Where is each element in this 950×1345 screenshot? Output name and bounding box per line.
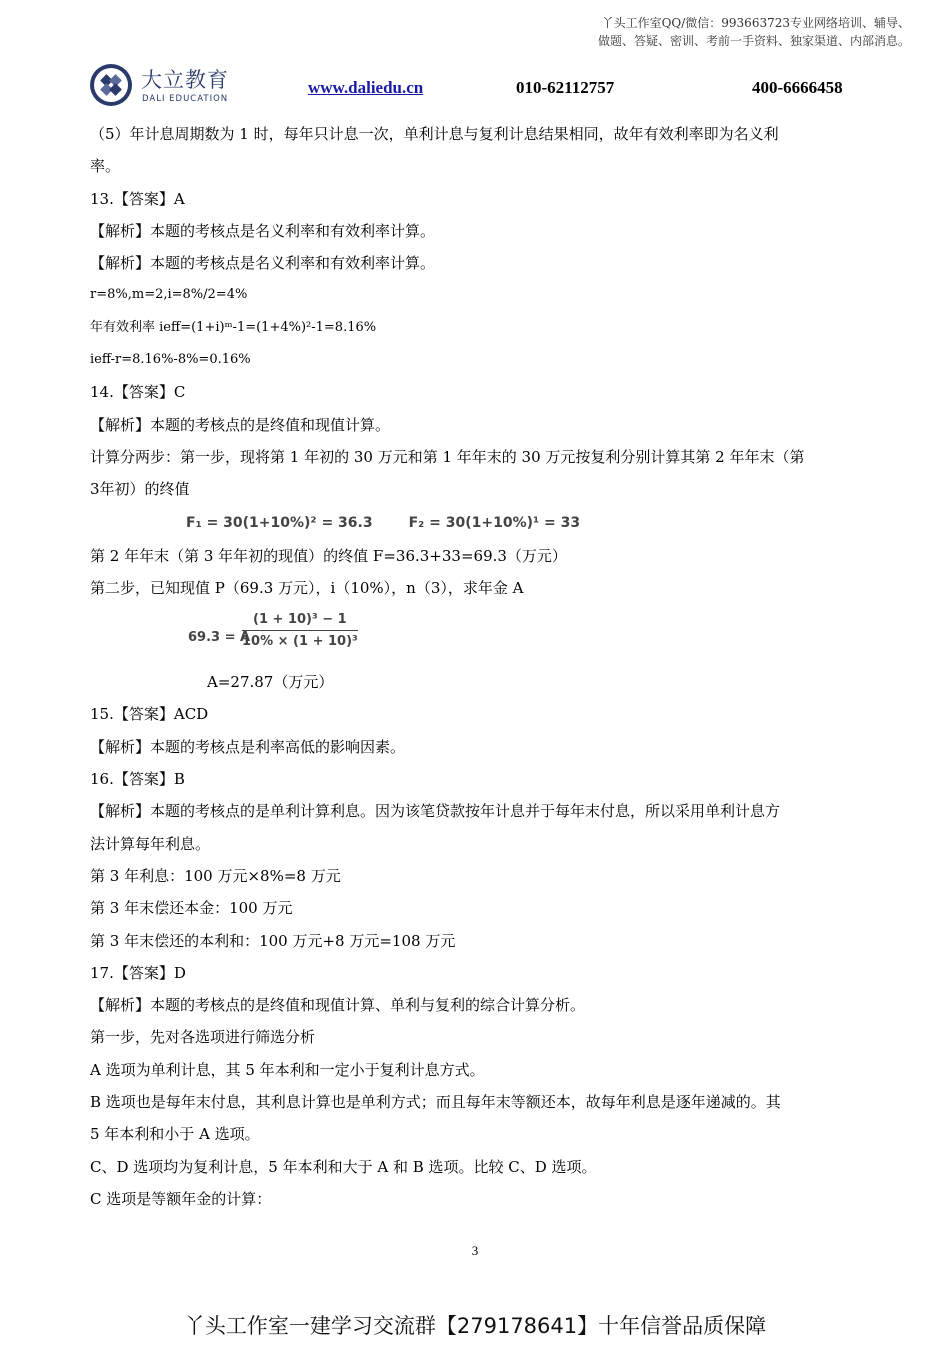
explanation-line: 【解析】本题的考核点是名义利率和有效利率计算。 <box>90 221 436 240</box>
document-body <box>90 118 870 1215</box>
annuity-result: A=27.87（万元） <box>207 673 334 692</box>
annuity-formula-lhs: 69.3 = A <box>188 630 251 646</box>
phone-number-2: 400-6666458 <box>752 78 843 97</box>
annuity-formula-fraction <box>242 610 358 653</box>
explanation-line: 【解析】本题的考核点是名义利率和有效利率计算。 <box>90 254 436 273</box>
paragraph-line: 第 3 年利息：100 万元×8%=8 万元 <box>90 866 341 885</box>
logo-english-name: DALI EDUCATION <box>142 94 229 104</box>
watermark-line-2: 做题、答疑、密训、考前一手资料、独家渠道、内部消息。 <box>597 34 910 48</box>
paragraph-line: 率。 <box>90 157 121 176</box>
answer-heading-17: 17.【答案】D <box>90 963 186 982</box>
phone-number-1: 010-62112757 <box>516 78 615 97</box>
formula-f2: F₂ = 30(1+10%)¹ = 33 <box>408 514 581 531</box>
explanation-line: 【解析】本题的考核点是利率高低的影响因素。 <box>90 737 406 756</box>
page-header <box>88 62 868 118</box>
formula-line: ieff-r=8.16%-8%=0.16% <box>90 352 251 368</box>
paragraph-line: 计算分两步：第一步，现将第 1 年初的 30 万元和第 1 年年末的 30 万元按复利分别计算其第 2 年年末（第 <box>90 447 805 466</box>
explanation-line: 【解析】本题的考核点的是单利计算利息。因为该笔贷款按年计息并于每年末付息，所以采用单利计息方 <box>90 802 781 821</box>
watermark-line-1: 丫头工作室QQ/微信：993663723专业网络培训、辅导、 <box>601 16 910 30</box>
fraction-denominator: 10% × (1 + 10)³ <box>242 634 358 650</box>
paragraph-line: B 选项也是每年末付息，其利息计算也是单利方式；而且每年末等额还本，故每年利息是逐年递减的。其 <box>90 1093 781 1112</box>
answer-heading-15: 15.【答案】ACD <box>90 705 209 724</box>
formula-line: 年有效利率 ieff=(1+i)ᵐ-1=(1+4%)²-1=8.16% <box>90 319 377 335</box>
paragraph-line: 第二步，已知现值 P（69.3 万元），i（10%），n（3），求年金 A <box>90 578 524 597</box>
website-link[interactable]: www.daliedu.cn <box>308 78 424 97</box>
explanation-line: 【解析】本题的考核点的是终值和现值计算。 <box>90 415 391 434</box>
answer-heading-14: 14.【答案】C <box>90 383 186 402</box>
paragraph-line: 第 3 年末偿还本金：100 万元 <box>90 899 293 918</box>
paragraph-line: C 选项是等额年金的计算： <box>90 1189 272 1208</box>
paragraph-line: A 选项为单利计息，其 5 年本利和一定小于复利计息方式。 <box>90 1060 485 1079</box>
explanation-line: 【解析】本题的考核点的是终值和现值计算、单利与复利的综合计算分析。 <box>90 996 586 1015</box>
paragraph-line: 3年初）的终值 <box>90 480 190 499</box>
answer-heading-13: 13.【答案】A <box>90 189 185 208</box>
top-watermark <box>390 14 910 50</box>
paragraph-line: 第 2 年年末（第 3 年年初的现值）的终值 F=36.3+33=69.3（万元） <box>90 546 567 565</box>
formula-f1: F₁ = 30(1+10%)² = 36.3 <box>186 514 373 531</box>
explanation-line: 法计算每年利息。 <box>90 834 211 853</box>
page-number: 3 <box>471 1243 479 1258</box>
paragraph-line: 5 年本利和小于 A 选项。 <box>90 1125 260 1144</box>
fraction-numerator: (1 + 10)³ − 1 <box>242 610 358 631</box>
logo-chinese-name: 大立教育 <box>141 68 229 92</box>
footer-banner: 丫头工作室一建学习交流群【279178641】十年信誉品质保障 <box>183 1314 767 1338</box>
future-value-formula <box>90 506 870 540</box>
paragraph-line: （5）年计息周期数为 1 时，每年只计息一次，单利计息与复利计息结果相同，故年有效利率即为名义利 <box>90 125 779 143</box>
answer-heading-16: 16.【答案】B <box>90 770 185 789</box>
dali-logo-icon <box>88 62 134 108</box>
paragraph-line: 第一步，先对各选项进行筛选分析 <box>90 1028 316 1047</box>
paragraph-line: C、D 选项均为复利计息，5 年本利和大于 A 和 B 选项。比较 C、D 选项。 <box>90 1157 597 1176</box>
formula-line: r=8%,m=2,i=8%/2=4% <box>90 287 248 303</box>
paragraph-line: 第 3 年末偿还的本利和：100 万元+8 万元=108 万元 <box>90 931 456 950</box>
annuity-formula <box>90 604 870 666</box>
